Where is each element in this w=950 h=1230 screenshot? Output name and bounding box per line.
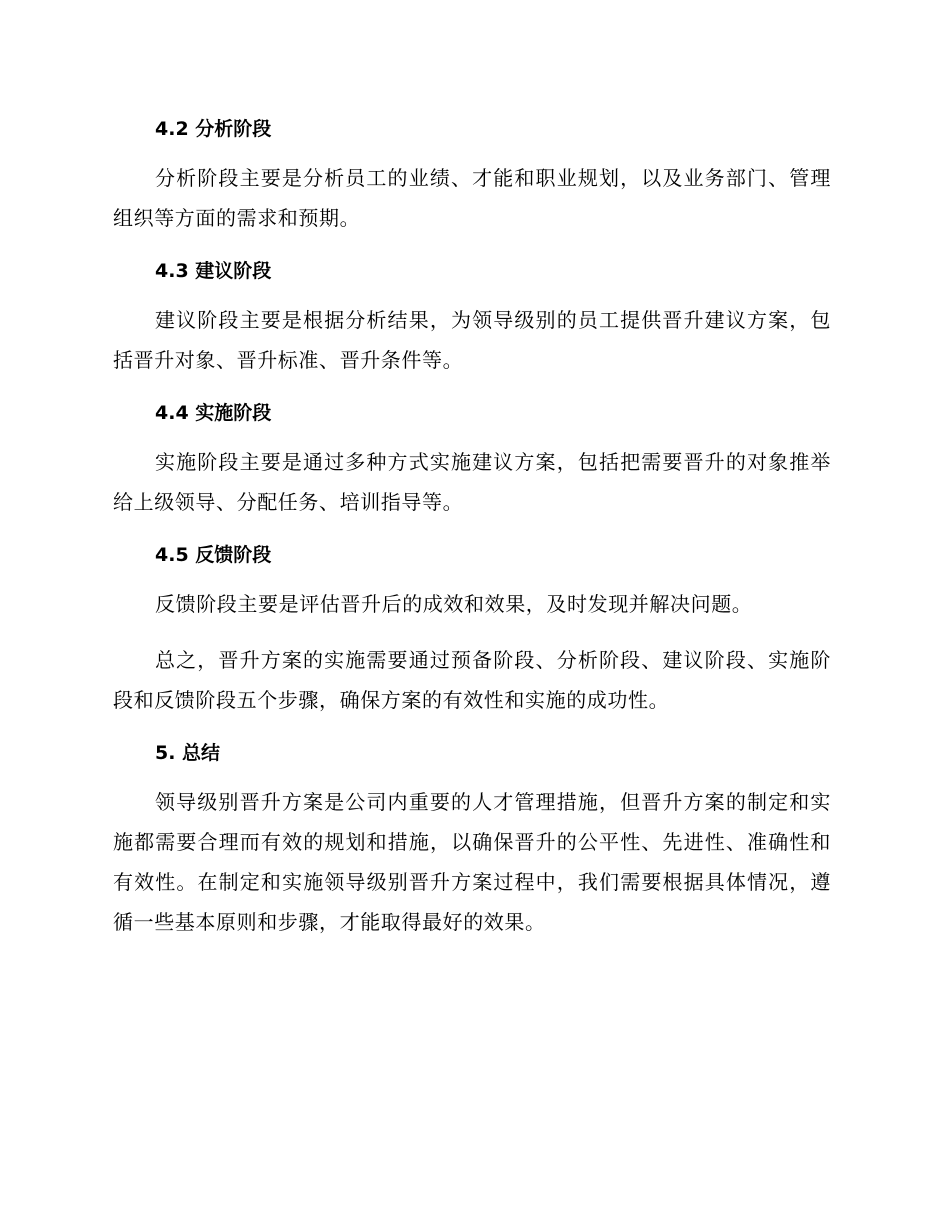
section-body-4-2: 分析阶段主要是分析员工的业绩、才能和职业规划，以及业务部门、管理组织等方面的需求和预期。 [113, 166, 831, 230]
section-heading-4-5: 4.5 反馈阶段 [155, 544, 272, 566]
section-body-4-5: 反馈阶段主要是评估晋升后的成效和效果，及时发现并解决问题。 [155, 592, 753, 616]
section-heading-4-2: 4.2 分析阶段 [155, 118, 272, 140]
section-body-5: 领导级别晋升方案是公司内重要的人才管理措施，但晋升方案的制定和实施都需要合理而有效的规划和措施，以确保晋升的公平性、先进性、准确性和有效性。在制定和实施领导级别晋升方案过程中，我们需要根据具体情况，遵循一些基本原则和步骤，才能取得最好的效果。 [113, 790, 831, 934]
section-heading-4-3: 4.3 建议阶段 [155, 260, 272, 282]
section-heading-4-4: 4.4 实施阶段 [155, 402, 272, 424]
section-body-4-3: 建议阶段主要是根据分析结果，为领导级别的员工提供晋升建议方案，包括晋升对象、晋升标准、晋升条件等。 [113, 308, 831, 372]
section-heading-5: 5. 总结 [155, 742, 221, 764]
section-body-4-4: 实施阶段主要是通过多种方式实施建议方案，包括把需要晋升的对象推举给上级领导、分配任务、培训指导等。 [113, 450, 831, 514]
document-page [113, 112, 831, 958]
summary-paragraph: 总之，晋升方案的实施需要通过预备阶段、分析阶段、建议阶段、实施阶段和反馈阶段五个步骤，确保方案的有效性和实施的成功性。 [113, 648, 831, 712]
